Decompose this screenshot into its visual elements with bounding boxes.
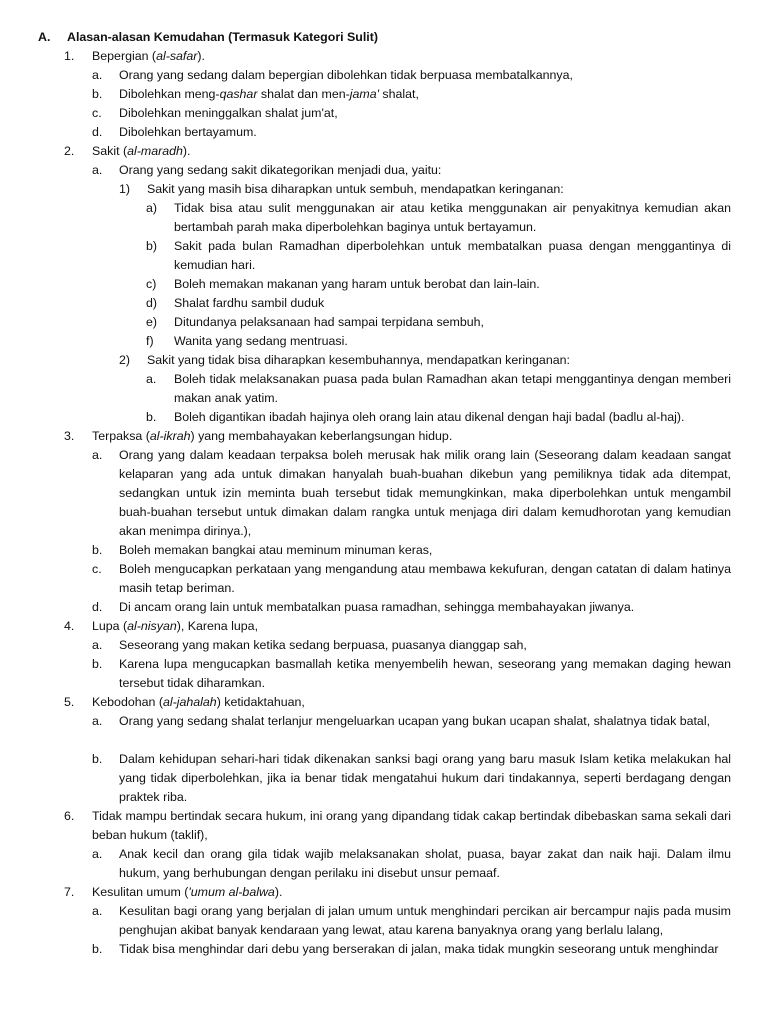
item-marker: b. bbox=[92, 752, 103, 766]
item-text: Orang yang sedang dalam bepergian dibolehkan tidak berpuasa membatalkannya, bbox=[119, 68, 573, 82]
item-text: Di ancam orang lain untuk membatalkan puasa ramadhan, sehingga membahayakan jiwanya. bbox=[119, 600, 635, 614]
list-item bbox=[0, 85, 768, 104]
item-text: Karena lupa mengucapkan basmallah ketika menyembelih hewan, seseorang yang memakan daging hewan tersebut tidak diharamkan. bbox=[119, 657, 731, 690]
item-marker: 2. bbox=[64, 144, 75, 158]
item-marker: a. bbox=[92, 904, 103, 918]
item-marker: a. bbox=[92, 847, 103, 861]
item-marker: a. bbox=[92, 163, 103, 177]
item-marker: b) bbox=[146, 239, 158, 253]
list-item bbox=[0, 66, 768, 85]
list-item bbox=[0, 237, 768, 275]
list-item bbox=[0, 655, 768, 693]
item-text: Kesulitan bagi orang yang berjalan di jalan umum untuk menghindari percikan air bercampur najis pada musim penghujan akibat banyak kendaraan yang lewat, atau karena banyaknya orang yang berlalu lalang, bbox=[119, 904, 731, 937]
item-marker: a. bbox=[92, 448, 103, 462]
item-text: Tidak mampu bertindak secara hukum, ini orang yang dipandang tidak cakap bertindak dibebaskan sama sekali dari beban hukum (taklif), bbox=[92, 809, 731, 842]
list-item bbox=[0, 351, 768, 370]
item-text: Kesulitan umum ('umum al-balwa). bbox=[92, 885, 283, 899]
list-item bbox=[0, 712, 768, 750]
item-text: Sakit pada bulan Ramadhan diperbolehkan untuk membatalkan puasa dengan menggantinya di kemudian hari. bbox=[174, 239, 731, 272]
list-item bbox=[0, 332, 768, 351]
list-item bbox=[0, 275, 768, 294]
item-marker: a. bbox=[92, 68, 103, 82]
list-item bbox=[0, 199, 768, 237]
item-marker: b. bbox=[92, 657, 103, 671]
item-marker: e) bbox=[146, 315, 158, 329]
list-item bbox=[0, 636, 768, 655]
item-text: Tidak bisa menghindar dari debu yang berserakan di jalan, maka tidak mungkin seseorang untuk menghindar bbox=[119, 942, 719, 956]
section-heading bbox=[0, 28, 768, 47]
item-text: Ditundanya pelaksanaan had sampai terpidana sembuh, bbox=[174, 315, 484, 329]
list-item bbox=[0, 883, 768, 902]
item-marker: a. bbox=[146, 372, 157, 386]
list-item bbox=[0, 750, 768, 807]
item-marker: d. bbox=[92, 600, 103, 614]
item-text: Boleh digantikan ibadah hajinya oleh orang lain atau dikenal dengan haji badal (badlu al-haj). bbox=[174, 410, 685, 424]
item-marker: a) bbox=[146, 201, 158, 215]
list-item bbox=[0, 446, 768, 541]
item-text: Dalam kehidupan sehari-hari tidak dikenakan sanksi bagi orang yang baru masuk Islam ketika melakukan hal yang tidak diperbolehkan, jika ia benar tidak mengatahui hukum dari tindakannya, seperti berdagang dengan praktek riba. bbox=[119, 752, 731, 804]
item-text: Boleh tidak melaksanakan puasa pada bulan Ramadhan akan tetapi menggantinya dengan memberi makan anak yatim. bbox=[174, 372, 731, 405]
list-item bbox=[0, 142, 768, 161]
list-item bbox=[0, 47, 768, 66]
list-item bbox=[0, 370, 768, 408]
item-marker: a. bbox=[92, 638, 103, 652]
list-item bbox=[0, 807, 768, 845]
item-marker: 5. bbox=[64, 695, 75, 709]
list-item bbox=[0, 180, 768, 199]
item-marker: b. bbox=[146, 410, 157, 424]
item-text: Shalat fardhu sambil duduk bbox=[174, 296, 325, 310]
item-text: Boleh memakan bangkai atau meminum minuman keras, bbox=[119, 543, 433, 557]
item-text: Tidak bisa atau sulit menggunakan air atau ketika menggunakan air penyakitnya kemudian akan bertambah parah maka diperbolehkan baginya untuk bertayamun. bbox=[174, 201, 731, 234]
item-text: Wanita yang sedang mentruasi. bbox=[174, 334, 348, 348]
item-text: Lupa (al-nisyan), Karena lupa, bbox=[92, 619, 259, 633]
list-item bbox=[0, 294, 768, 313]
item-marker: d) bbox=[146, 296, 158, 310]
item-text: Orang yang sedang sakit dikategorikan menjadi dua, yaitu: bbox=[119, 163, 442, 177]
item-text: Dibolehkan meng-qashar shalat dan men-jama' shalat, bbox=[119, 87, 419, 101]
item-marker: 7. bbox=[64, 885, 75, 899]
list-item bbox=[0, 313, 768, 332]
list-item bbox=[0, 123, 768, 142]
item-marker: c. bbox=[92, 562, 102, 576]
item-text: Seseorang yang makan ketika sedang berpuasa, puasanya dianggap sah, bbox=[119, 638, 527, 652]
document-page bbox=[0, 28, 768, 978]
item-marker: d. bbox=[92, 125, 103, 139]
item-text: Anak kecil dan orang gila tidak wajib melaksanakan sholat, puasa, bayar zakat dan naik haji. Dalam ilmu hukum, yang berhubungan dengan perilaku ini disebut unsur pemaaf. bbox=[119, 847, 731, 880]
item-marker: b. bbox=[92, 543, 103, 557]
list-item bbox=[0, 560, 768, 598]
item-marker: 6. bbox=[64, 809, 75, 823]
item-marker: 2) bbox=[119, 353, 131, 367]
item-text: Sakit yang tidak bisa diharapkan kesembuhannya, mendapatkan keringanan: bbox=[147, 353, 570, 367]
list-item bbox=[0, 940, 768, 978]
item-text: Dibolehkan bertayamum. bbox=[119, 125, 257, 139]
item-text: Bepergian (al-safar). bbox=[92, 49, 205, 63]
item-text: Sakit yang masih bisa diharapkan untuk sembuh, mendapatkan keringanan: bbox=[147, 182, 564, 196]
item-marker: 4. bbox=[64, 619, 75, 633]
item-marker: c. bbox=[92, 106, 102, 120]
item-marker: b. bbox=[92, 942, 103, 956]
list-item bbox=[0, 693, 768, 712]
item-marker: 1) bbox=[119, 182, 131, 196]
item-text: Orang yang dalam keadaan terpaksa boleh merusak hak milik orang lain (Seseorang dalam keadaan sangat kelaparan yang ada untuk dimakan hanyalah buah-buahan dikebun yang pemiliknya tidak ada ditempat, sedangkan untuk izin meminta buah tersebut tidak memungkinkan, maka diperbolehkan untuk mengambil buah-buahan tersebut untuk dimakan dalam rangka untuk menjaga diri dalam kemudhorotan yang kemudian akan menimpa dirinya.), bbox=[119, 448, 731, 538]
item-marker: 1. bbox=[64, 49, 75, 63]
list-item bbox=[0, 104, 768, 123]
list-item bbox=[0, 598, 768, 617]
item-marker: 3. bbox=[64, 429, 75, 443]
item-text: Sakit (al-maradh). bbox=[92, 144, 191, 158]
list-item bbox=[0, 902, 768, 940]
item-text: Kebodohan (al-jahalah) ketidaktahuan, bbox=[92, 695, 305, 709]
item-text: Terpaksa (al-ikrah) yang membahayakan keberlangsungan hidup. bbox=[92, 429, 453, 443]
item-text: Boleh mengucapkan perkataan yang mengandung atau membawa kekufuran, dengan catatan di dalam hatinya masih tetap beriman. bbox=[119, 562, 731, 595]
item-text: Boleh memakan makanan yang haram untuk berobat dan lain-lain. bbox=[174, 277, 540, 291]
list-item bbox=[0, 161, 768, 180]
list-item bbox=[0, 427, 768, 446]
list-item bbox=[0, 845, 768, 883]
item-text: Orang yang sedang shalat terlanjur mengeluarkan ucapan yang bukan ucapan shalat, shalatnya tidak batal, bbox=[119, 714, 711, 728]
section-title: Alasan-alasan Kemudahan (Termasuk Kategori Sulit) bbox=[67, 30, 378, 44]
section-marker: A. bbox=[38, 30, 51, 44]
list-item bbox=[0, 408, 768, 427]
list-item bbox=[0, 617, 768, 636]
item-marker: b. bbox=[92, 87, 103, 101]
item-marker: f) bbox=[146, 334, 154, 348]
item-text: Dibolehkan meninggalkan shalat jum'at, bbox=[119, 106, 338, 120]
item-marker: a. bbox=[92, 714, 103, 728]
item-marker: c) bbox=[146, 277, 157, 291]
list-item bbox=[0, 541, 768, 560]
